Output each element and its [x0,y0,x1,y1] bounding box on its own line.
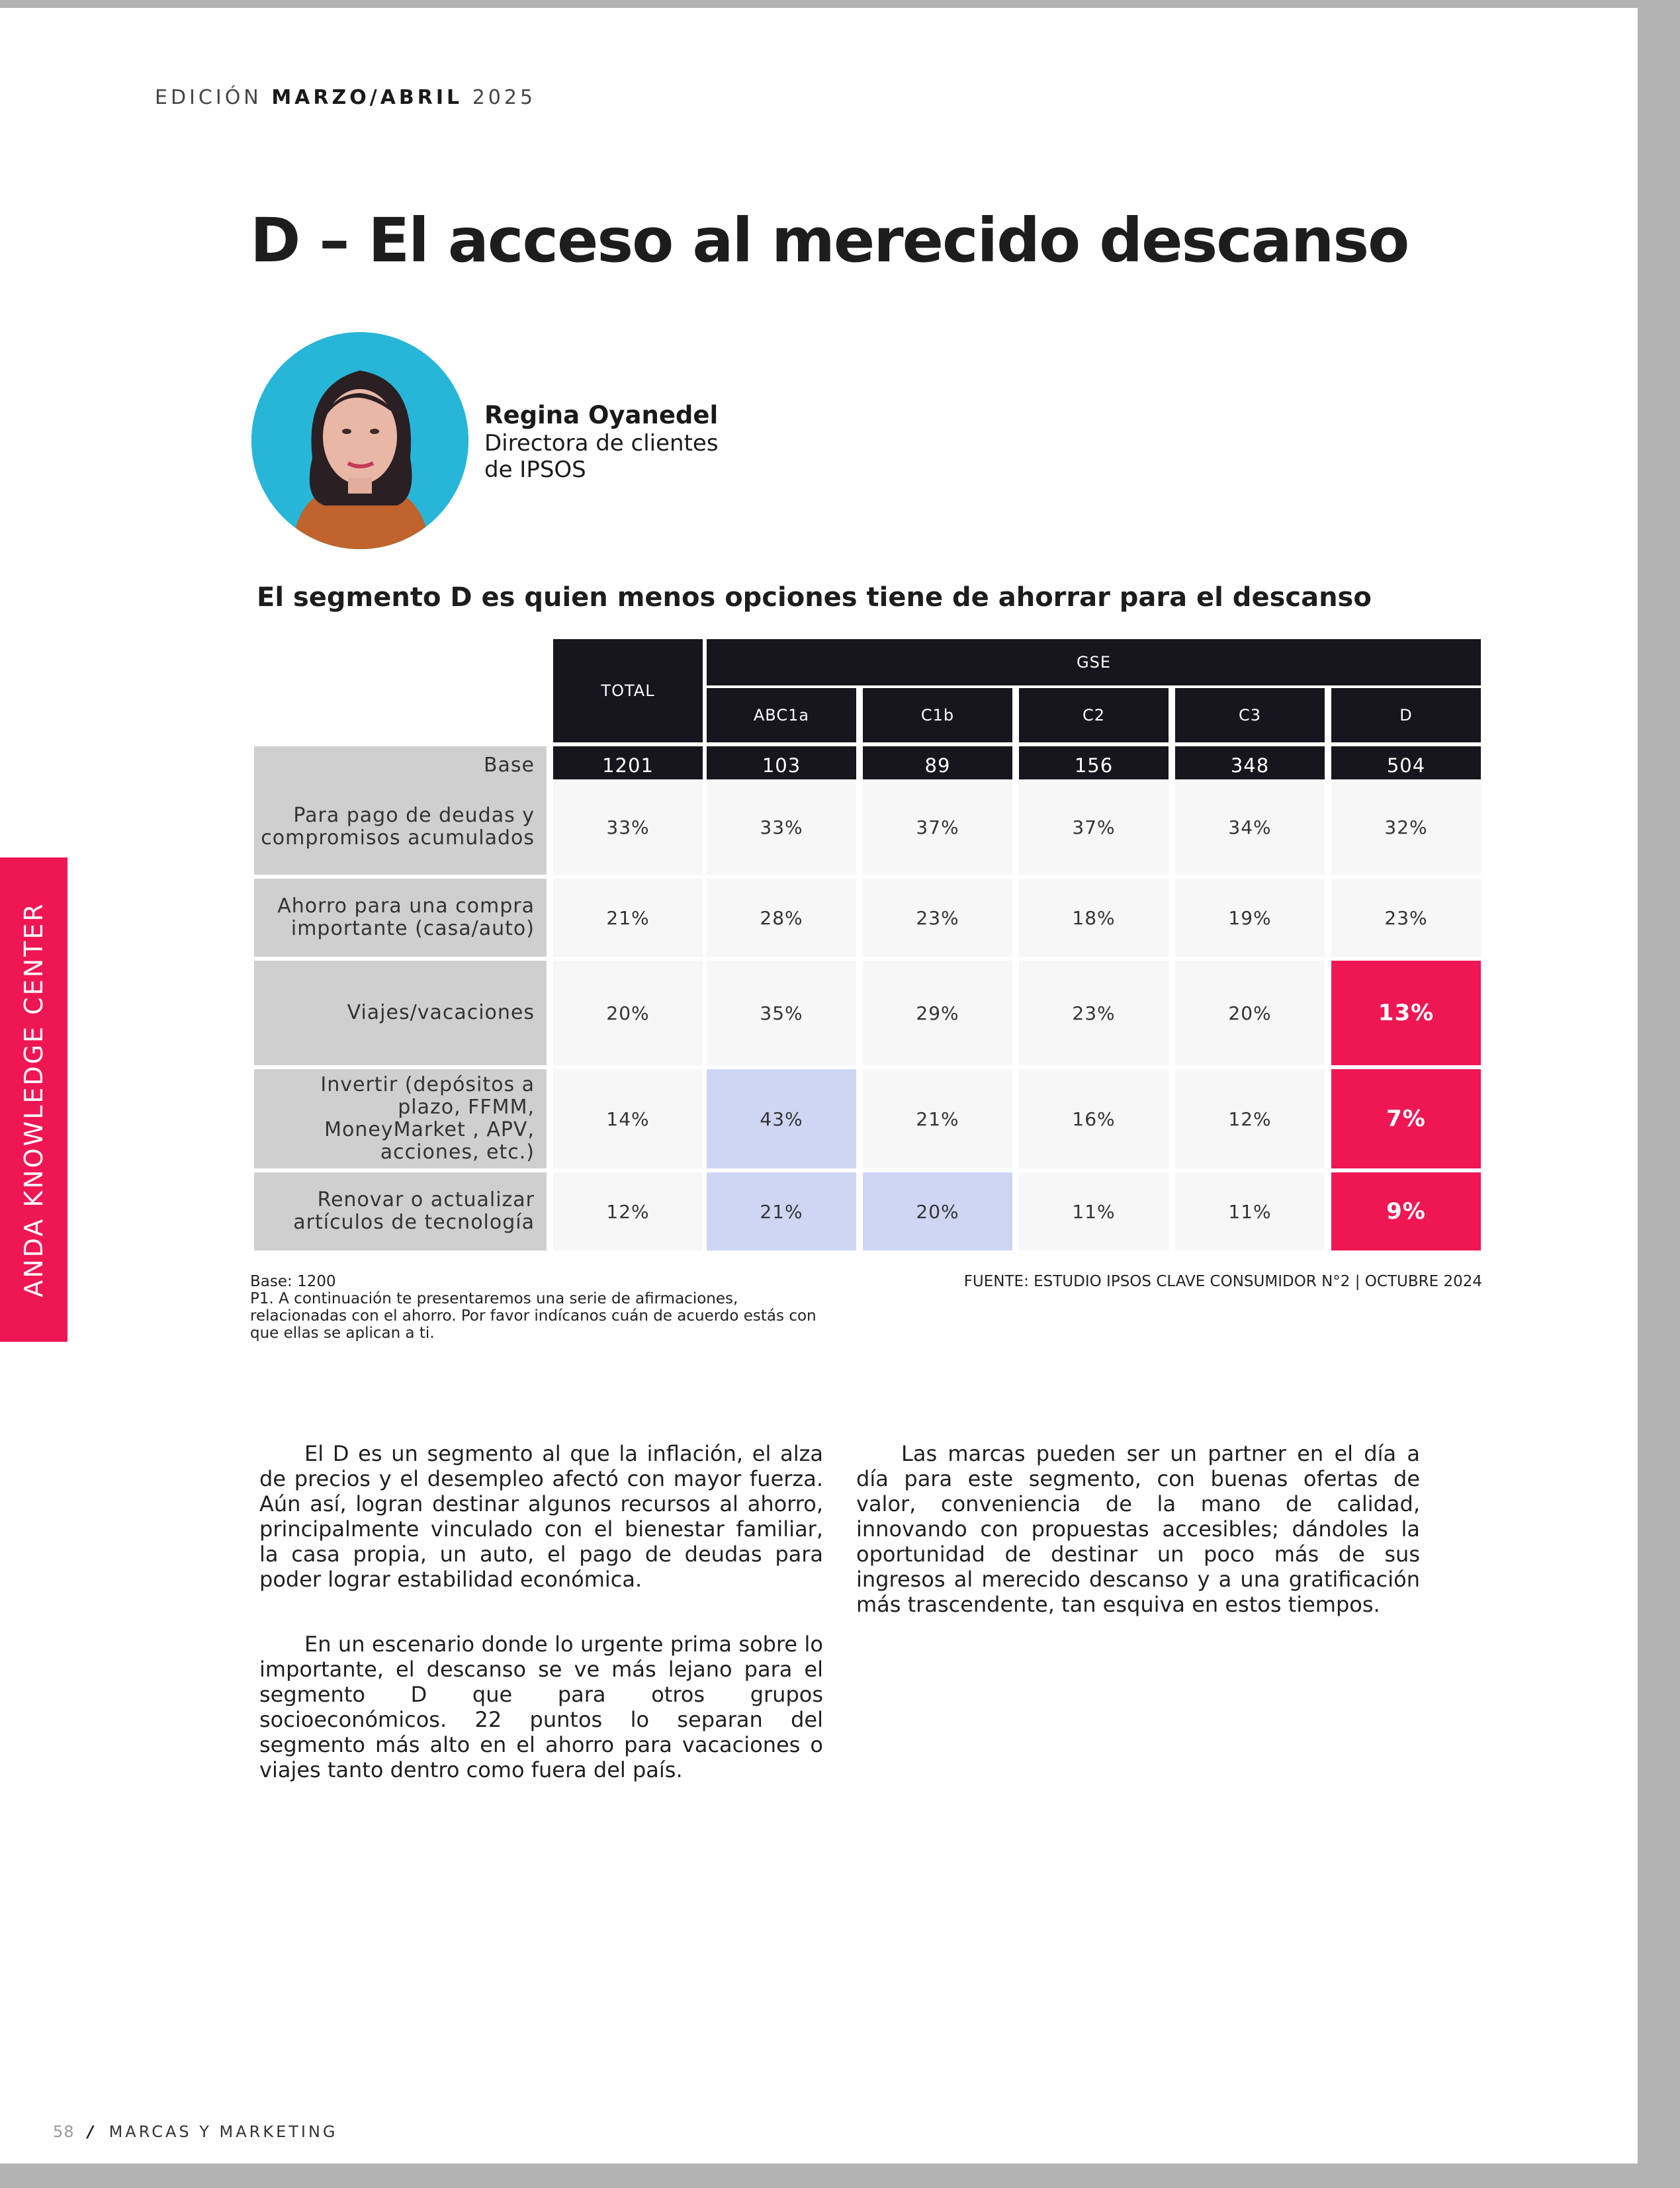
edition-line [155,86,536,109]
base-value: 348 [1175,746,1325,785]
table-cell: 23% [1019,961,1169,1065]
body-paragraph-3: Las marcas pueden ser un partner en el día a día para este segmento, con buenas ofertas de valor, conveniencia de la mano de calidad, innovando con propuestas accesibles; dándoles la oportunidad de destinar un poco más de sus ingresos al merecido descanso y a una gratificación más trascendente, tan esquiva en estos tiempos. [856,1441,1420,1617]
base-label: Base [254,746,547,785]
table-cell: 18% [1019,879,1169,957]
table-cell: 34% [1175,779,1325,875]
author-photo [251,332,468,549]
table-cell: 11% [1175,1172,1325,1250]
author-portrait-icon [251,332,468,549]
footnote-line: Base: 1200 [250,1273,336,1290]
footnote-line: P1. A continuación te presentaremos una serie de afirmaciones, relacionadas con el ahorro. Por favor indícanos cuán de acuerdo estás con que ellas se aplican a ti. [250,1290,817,1342]
table-cell: 23% [1331,879,1481,957]
table-cell: 16% [1019,1069,1169,1168]
table-source: FUENTE: ESTUDIO IPSOS CLAVE CONSUMIDOR N°2 | OCTUBRE 2024 [963,1273,1482,1290]
table-cell: 12% [1175,1069,1325,1168]
table-cell: 35% [707,961,856,1065]
table-cell: 37% [1019,779,1169,875]
row-label: Renovar o actualizar artículos de tecnología [254,1172,547,1250]
base-value: 1201 [553,746,703,785]
column-header: D [1331,688,1481,742]
page-number: 58 [53,2122,75,2141]
footer-separator: / [87,2122,93,2141]
table-cell: 33% [553,779,703,875]
table-cell: 20% [553,961,703,1065]
row-label: Viajes/vacaciones [254,961,547,1065]
section-sidebar-tab [0,857,67,1342]
table-cell: 28% [707,879,856,957]
base-value: 103 [707,746,856,785]
column-header: C1b [863,688,1012,742]
magazine-page [0,8,1638,2164]
table-cell: 9% [1331,1172,1481,1250]
base-value: 504 [1331,746,1481,785]
publication-name: MARCAS Y MARKETING [109,2122,338,2141]
table-cell: 12% [553,1172,703,1250]
body-paragraph-1: El D es un segmento al que la inflación, el alza de precios y el desempleo afectó con mayor fuerza. Aún así, logran destinar algunos recursos al ahorro, principalmente vinculado con el bienestar familiar, la casa propia, un auto, el pago de deudas para poder lograr estabilidad económica. [259,1441,823,1592]
page-footer [53,2122,338,2141]
row-label: Para pago de deudas y compromisos acumulados [254,779,547,875]
table-cell: 7% [1331,1069,1481,1168]
table-cell: 20% [1175,961,1325,1065]
gse-group-header: GSE [707,639,1481,685]
edition-month: MARZO/ABRIL [271,86,463,109]
edition-prefix: EDICIÓN [155,86,262,109]
column-header: ABC1a [707,688,856,742]
table-cell: 11% [1019,1172,1169,1250]
row-label: Invertir (depósitos a plazo, FFMM, MoneyMarket , APV, acciones, etc.) [254,1069,547,1168]
row-label: Ahorro para una compra importante (casa/auto) [254,879,547,957]
table-title: El segmento D es quien menos opciones tiene de ahorrar para el descanso [257,582,1372,613]
edition-year: 2025 [472,86,537,109]
body-paragraph-2: En un escenario donde lo urgente prima sobre lo importante, el descanso se ve más lejano para el segmento D que para otros grupos socioeconómicos. 22 puntos lo separan del segmento más alto en el ahorro para vacaciones o viajes tanto dentro como fuera del país. [259,1632,823,1782]
base-value: 156 [1019,746,1169,785]
table-cell: 23% [863,879,1012,957]
table-footnote [250,1273,832,1342]
base-value: 89 [863,746,1012,785]
table-cell: 19% [1175,879,1325,957]
table-cell: 13% [1331,961,1481,1065]
table-cell: 37% [863,779,1012,875]
article-title: D – El acceso al merecido descanso [250,205,1409,276]
table-cell: 14% [553,1069,703,1168]
column-header: C3 [1175,688,1325,742]
total-header: TOTAL [553,639,703,742]
table-cell: 21% [707,1172,856,1250]
table-cell: 29% [863,961,1012,1065]
table-cell: 21% [863,1069,1012,1168]
table-cell: 20% [863,1172,1012,1250]
table-cell: 32% [1331,779,1481,875]
column-header: C2 [1019,688,1169,742]
sidebar-label: ANDA KNOWLEDGE CENTER [19,902,48,1297]
table-cell: 33% [707,779,856,875]
author-role: Directora de clientes de IPSOS [484,430,719,483]
table-cell: 21% [553,879,703,957]
author-byline [484,401,749,483]
author-name: Regina Oyanedel [484,401,719,429]
table-cell: 43% [707,1069,856,1168]
